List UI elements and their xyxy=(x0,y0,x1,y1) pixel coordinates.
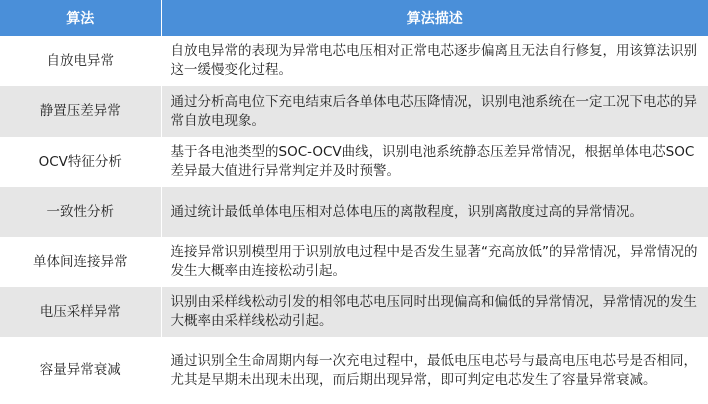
table-row xyxy=(0,187,708,237)
algorithm-name: 单体间连接异常 xyxy=(0,237,161,287)
algorithm-name: OCV特征分析 xyxy=(0,137,161,187)
header-algorithm: 算法 xyxy=(0,0,161,36)
algorithm-name: 电压采样异常 xyxy=(0,287,161,337)
algorithm-name: 容量异常衰减 xyxy=(0,337,161,404)
algorithm-name: 自放电异常 xyxy=(0,36,161,86)
algorithm-description: 连接异常识别模型用于识别放电过程中是否发生显著“充高放低”的异常情况，异常情况的发生大概率由连接松动引起。 xyxy=(161,237,708,287)
table-row xyxy=(0,287,708,337)
algorithm-description: 通过识别全生命周期内每一次充电过程中，最低电压电芯号与最高电压电芯号是否相同，尤其是早期未出现未出现，而后期出现异常，即可判定电芯发生了容量异常衰减。 xyxy=(161,337,708,404)
algorithm-description: 通过分析高电位下充电结束后各单体电芯压降情况，识别电池系统在一定工况下电芯的异常自放电现象。 xyxy=(161,86,708,137)
header-description: 算法描述 xyxy=(161,0,708,36)
table-row xyxy=(0,237,708,287)
algorithm-description: 识别由采样线松动引发的相邻电芯电压同时出现偏高和偏低的异常情况，异常情况的发生大概率由采样线松动引起。 xyxy=(161,287,708,337)
algorithm-description: 通过统计最低单体电压相对总体电压的离散程度，识别离散度过高的异常情况。 xyxy=(161,187,708,237)
table-row xyxy=(0,86,708,137)
algorithm-description: 自放电异常的表现为异常电芯电压相对正常电芯逐步偏离且无法自行修复，用该算法识别这一缓慢变化过程。 xyxy=(161,36,708,86)
table-row xyxy=(0,137,708,187)
table-row xyxy=(0,337,708,404)
algorithm-description: 基于各电池类型的SOC-OCV曲线，识别电池系统静态压差异常情况，根据单体电芯SOC差异最大值进行异常判定并及时预警。 xyxy=(161,137,708,187)
table-header-row xyxy=(0,0,708,36)
table-row xyxy=(0,36,708,86)
algorithm-name: 一致性分析 xyxy=(0,187,161,237)
algorithm-name: 静置压差异常 xyxy=(0,86,161,137)
